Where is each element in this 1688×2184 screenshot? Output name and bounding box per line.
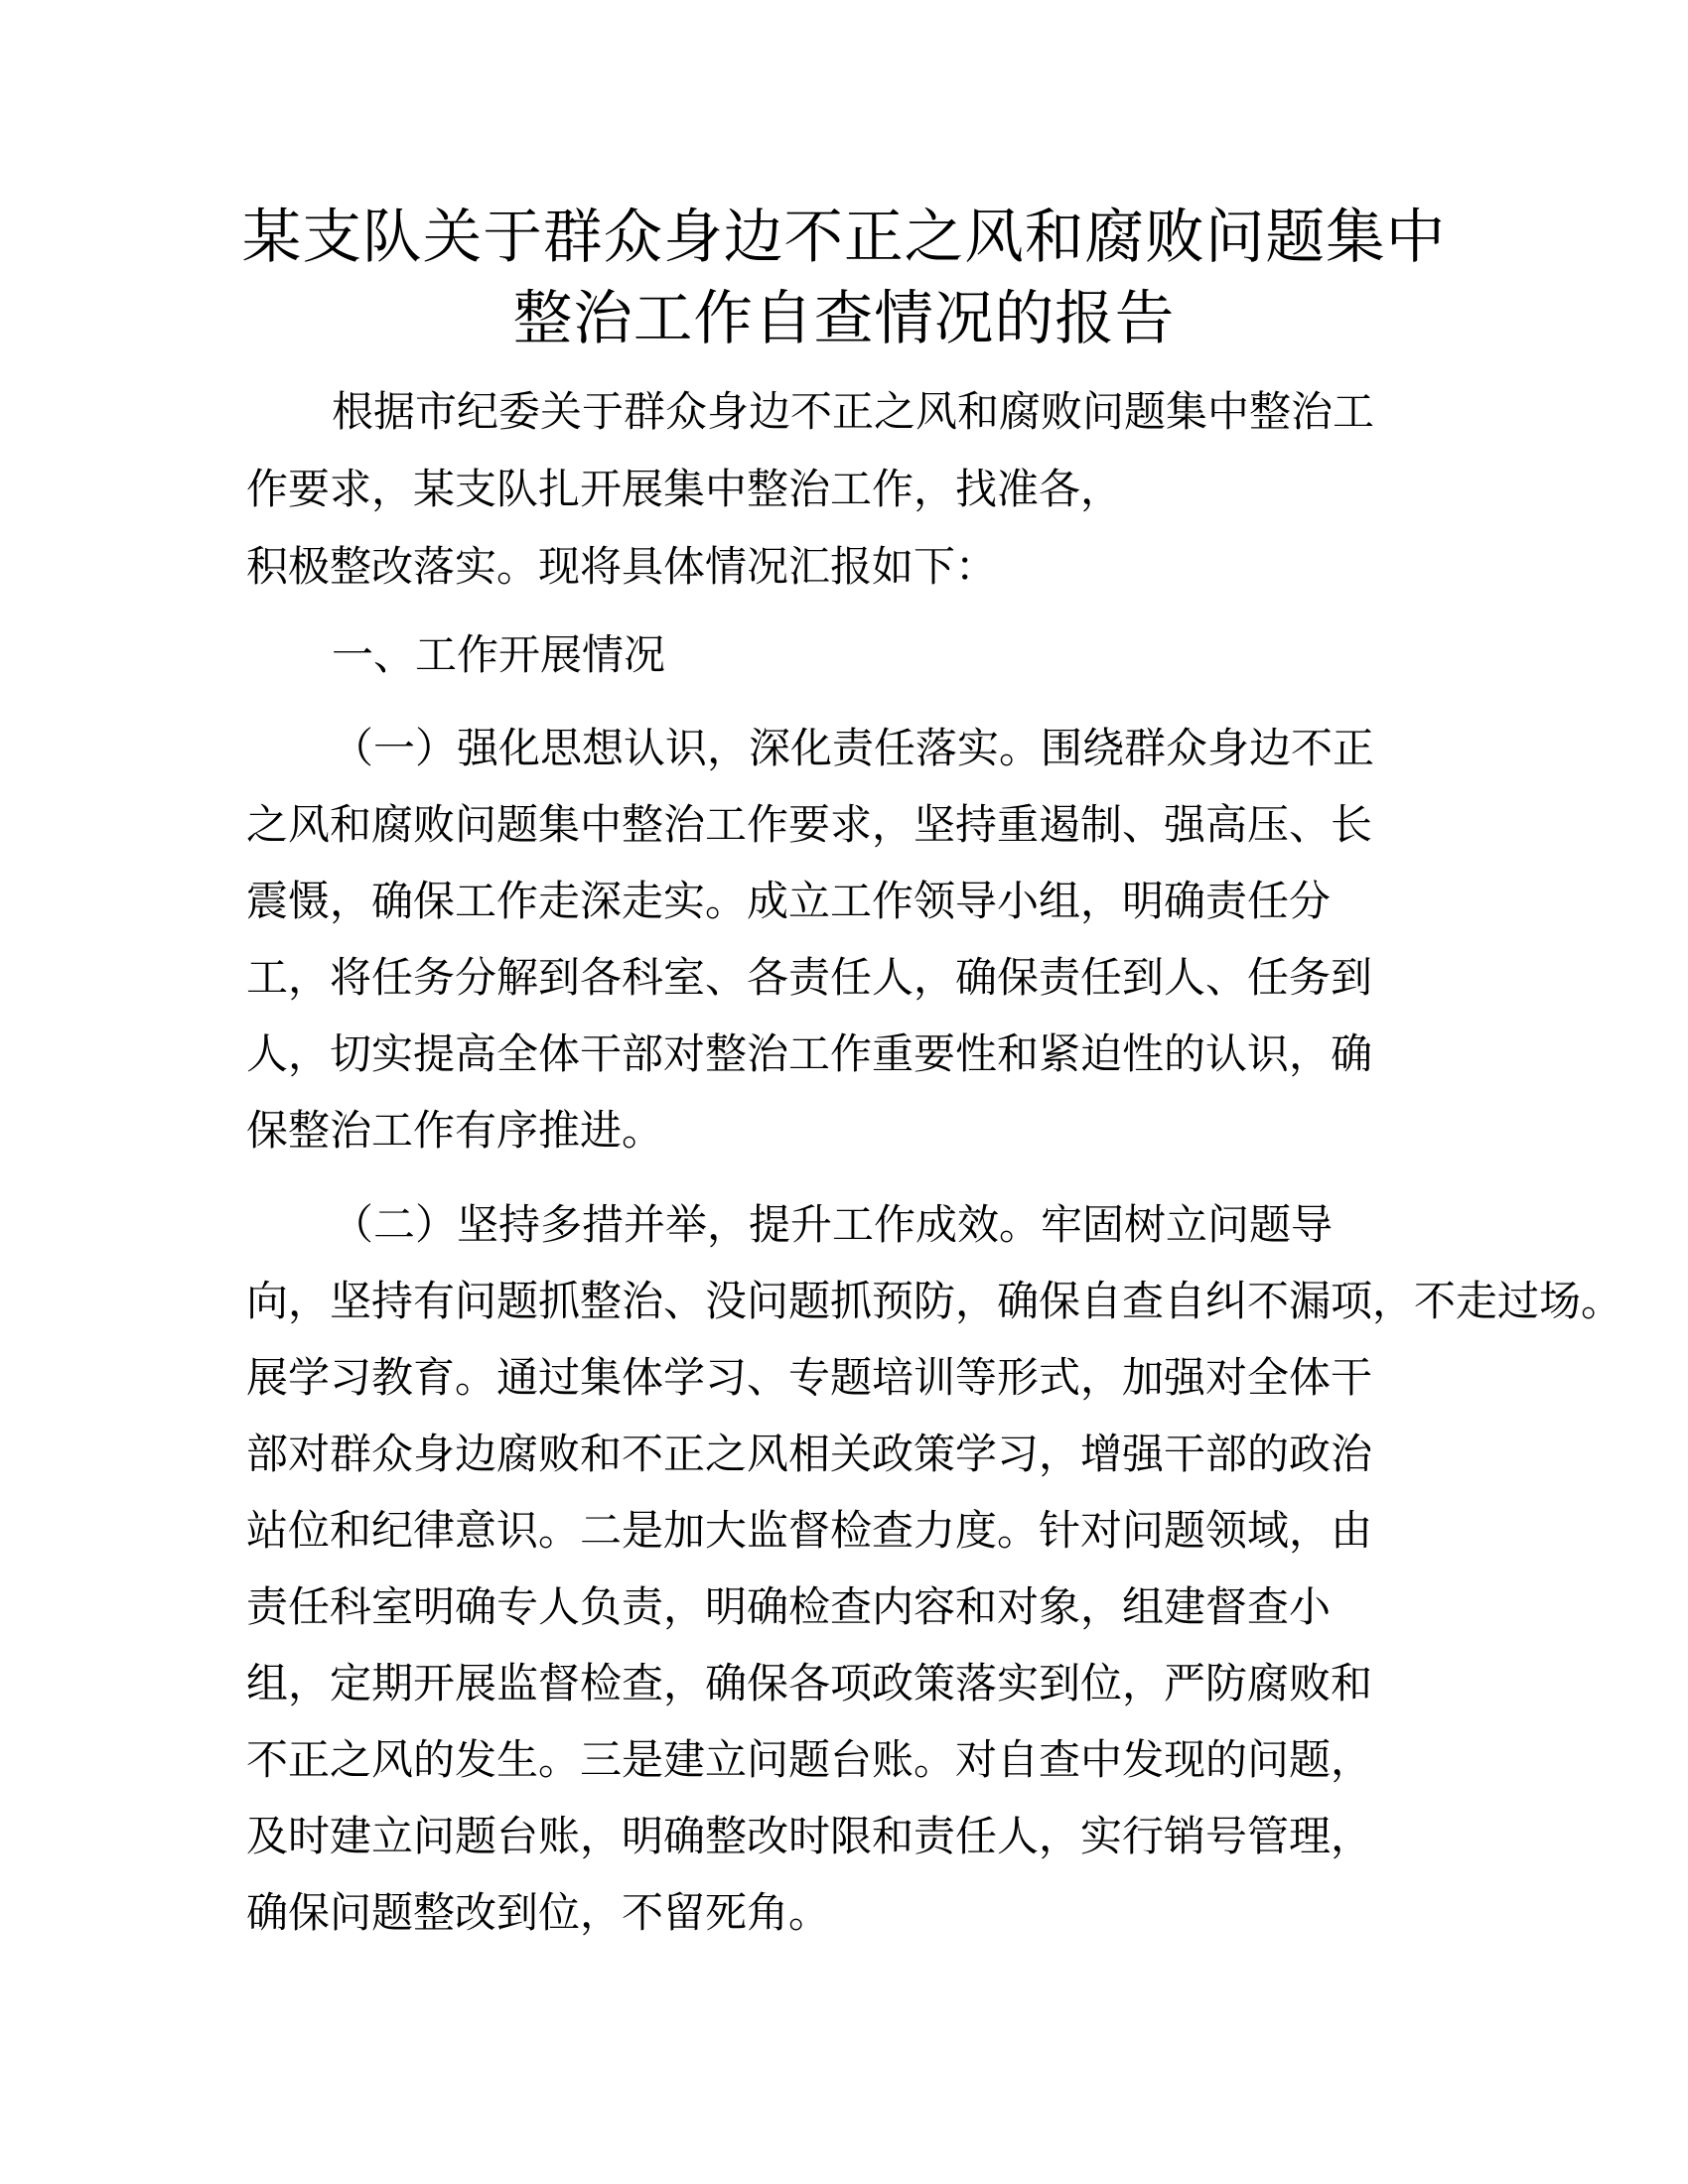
para1-line-1: （一）强化思想认识，深化责任落实。围绕群众身边不正 [332,724,1375,772]
para2-line-6: 责任科室明确专人负责，明确检查内容和对象，组建督查小 [246,1582,1332,1631]
intro-line-2: 作要求，某支队扎开展集中整治工作，找准各， [246,465,1123,513]
intro-line-1: 根据市纪委关于群众身边不正之风和腐败问题集中整治工 [332,387,1375,436]
intro-line-3: 积极整改落实。现将具体情况汇报如下： [246,542,998,591]
para1-line-6: 保整治工作有序推进。 [246,1106,664,1155]
para1-line-2: 之风和腐败问题集中整治工作要求，坚持重遏制、强高压、长 [246,800,1373,849]
section-heading: 一、工作开展情况 [332,630,666,679]
report-title-line-2: 整治工作自查情况的报告 [512,285,1176,353]
para2-line-3: 展学习教育。通过集体学习、专题培训等形式，加强对全体干 [246,1353,1373,1402]
para2-line-4: 部对群众身边腐败和不正之风相关政策学习，增强干部的政治 [246,1430,1373,1478]
para1-line-3: 震慑，确保工作走深走实。成立工作领导小组，明确责任分 [246,877,1332,925]
para2-line-5: 站位和纪律意识。二是加大监督检查力度。针对问题领域，由 [246,1506,1373,1555]
para2-line-2: 向，坚持有问题抓整治、没问题抓预防，确保自查自纠不漏项，不走过场。 [246,1277,1623,1325]
report-title-line-1: 某支队关于群众身边不正之风和腐败问题集中 [241,204,1447,272]
para2-line-7: 组，定期开展监督检查，确保各项政策落实到位，严防腐败和 [246,1659,1373,1707]
para1-line-4: 工，将任务分解到各科室、各责任人，确保责任到人、任务到 [246,953,1373,1002]
para2-line-8: 不正之风的发生。三是建立问题台账。对自查中发现的问题， [246,1735,1373,1784]
para1-line-5: 人，切实提高全体干部对整治工作重要性和紧迫性的认识，确 [246,1029,1373,1078]
para2-line-10: 确保问题整改到位，不留死角。 [246,1888,831,1937]
para2-line-9: 及时建立问题台账，明确整改时限和责任人，实行销号管理， [246,1812,1373,1860]
para2-line-1: （二）坚持多措并举，提升工作成效。牢固树立问题导 [332,1200,1334,1249]
